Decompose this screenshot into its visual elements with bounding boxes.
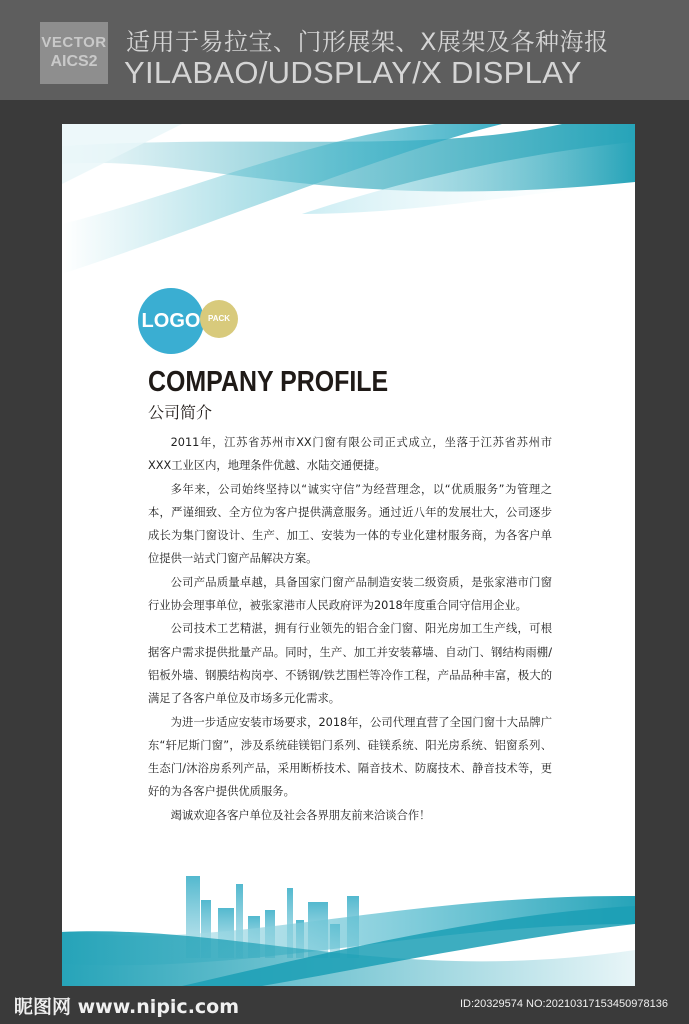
paragraph: 公司产品质量卓越，具备国家门窗产品制造安装二级资质，是张家港市门窗行业协会理事单位，被张家港市人民政府评为2018年度重合同守信用企业。 [148,575,552,613]
paragraph: 2011年，江苏省苏州市XX门窗有限公司正式成立，坐落于江苏省苏州市XXX工业区内，地理条件优越、水陆交通便捷。 [148,436,552,473]
top-banner [0,0,689,100]
paragraph: 为进一步适应安装市场要求，2018年，公司代理直营了全国门窗十大品牌广东“轩尼斯门窗”，涉及系统硅镁铝门系列、硅镁系统、阳光房系统、铝窗系列、生态门/沐浴房系列产品，采用断桥技术、隔音技术、防腐技术、静音技术等，更好的为各客户提供优质服务。 [148,715,552,799]
badge-line2: AICS2 [50,53,98,70]
vector-badge [40,22,108,84]
profile-subtitle: 公司简介 [148,403,213,422]
paragraph: 竭诚欢迎各客户单位及社会各界朋友前来洽谈合作！ [170,808,431,822]
paragraph: 公司技术工艺精湛，拥有行业领先的铝合金门窗、阳光房加工生产线，可根据客户需求提供批量产品。同时，生产、加工并安装幕墙、自动门、钢结构雨棚/铝板外墙、钢膜结构岗亭、不锈钢/铁艺围栏等冷作工程，产品品种丰富，极大的满足了各客户单位及市场多元化需求。 [148,622,552,706]
badge-line1: VECTOR [41,34,107,51]
watermark-id: ID:20329574 NO:20210317153450978136 [460,998,668,1010]
logo-pack: PACK [200,300,238,338]
banner-title-en: YILABAO/UDSPLAY/X DISPLAY [124,55,582,90]
poster-sheet [62,124,635,986]
logo: LOGO [138,288,204,354]
banner-title-cn: 适用于易拉宝、门形展架、X展架及各种海报 [126,28,609,56]
watermark-site: 昵图网 www.nipic.com [14,996,240,1018]
profile-body [148,431,552,827]
paragraph: 多年来，公司始终坚持以“诚实守信”为经营理念，以“优质服务”为管理之本，严谨细致、全方位为客户提供满意服务。通过近八年的发展壮大，公司逐步成长为集门窗设计、生产、加工、安装为一体的专业化建材服务商，为各客户单位提供一站式门窗产品解决方案。 [148,482,552,566]
profile-title: COMPANY PROFILE [148,366,389,398]
